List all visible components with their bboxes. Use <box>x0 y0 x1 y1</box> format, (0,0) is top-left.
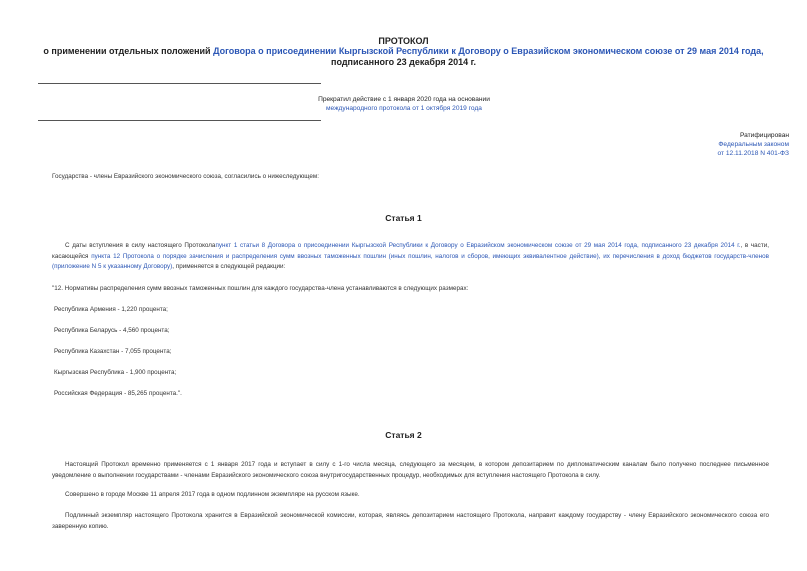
list-item: Республика Казахстан - 7,055 процента; <box>54 348 172 355</box>
divider-bottom <box>38 120 321 121</box>
article2-heading: Статья 2 <box>385 430 422 440</box>
federal-law-link[interactable]: Федеральным законом <box>718 141 789 148</box>
article1-paragraph <box>52 241 769 273</box>
protocol-item-link[interactable]: пункта 12 Протокола о порядке зачисления и распределения сумм ввозных таможенных пошлин (иных пошлин, налогов и сборов, имеющих эквивалентное действие), их перечисления в доход бюджетов государств-членов (приложение N 5 к указанному Договору) <box>52 252 769 270</box>
document-subtitle <box>0 46 807 68</box>
article2-paragraph-3: Подлинный экземпляр настоящего Протокола хранится в Евразийской экономической комиссии, которая, являясь депозитарием настоящего Протокола, направит каждому государству - члену Евразийского экономического союза его заверенную копию. <box>52 512 769 530</box>
article2-paragraph-2: Совершено в городе Москве 11 апреля 2017 года в одном подлинном экземпляре на русском языке. <box>65 491 360 498</box>
treaty-article-link[interactable]: пункт 1 статьи 8 Договора о присоединении Кыргызской Республики к Договору о Евразийском экономическом союзе от 29 мая 2014 года, подписанного 23 декабря 2014 г. <box>215 242 741 249</box>
treaty-link[interactable]: Договора о присоединении Кыргызской Республики к Договору о Евразийском экономическом союзе от 29 мая 2014 года, <box>213 46 764 56</box>
document-title: ПРОТОКОЛ <box>378 36 429 46</box>
divider-top <box>38 83 321 84</box>
article1-quote: "12. Нормативы распределения сумм ввозных таможенных пошлин для каждого государства-члена устанавливаются в следующих размерах: <box>52 285 469 292</box>
status-note-line1: Прекратил действие с 1 января 2020 года на основании <box>318 96 490 103</box>
subtitle-text: о применении отдельных положений <box>43 46 214 56</box>
status-note <box>306 95 502 113</box>
article1-text-c: , применяется в следующей редакции: <box>172 263 286 270</box>
international-protocol-link[interactable]: международного протокола от 1 октября 2019 года <box>326 105 482 112</box>
list-item: Кыргызская Республика - 1,900 процента; <box>54 369 177 376</box>
list-item: Республика Армения - 1,220 процента; <box>54 306 168 313</box>
article1-text-a: С даты вступления в силу настоящего Протокола <box>65 242 216 249</box>
article1-text-b: , в части, касающейся <box>52 242 769 260</box>
preamble: Государства - члены Евразийского экономического союза, согласились о нижеследующем: <box>52 173 319 180</box>
subtitle-date: подписанного 23 декабря 2014 г. <box>331 57 476 67</box>
article2-paragraph-1: Настоящий Протокол временно применяется с 1 января 2017 года и вступает в силу с 1-го числа месяца, следующего за месяцем, в котором депозитарием по дипломатическим каналам было получено последнее письменное уведомление о выполнении государствами - членами Евразийского экономического союза внутригосударственных процедур, необходимых для вступления настоящего Протокола в силу. <box>52 461 769 479</box>
ratification-block <box>589 131 789 158</box>
list-item: Российская Федерация - 85,265 процента.". <box>54 390 182 397</box>
federal-law-date-link[interactable]: от 12.11.2018 N 401-ФЗ <box>717 150 789 157</box>
ratification-label: Ратифицирован <box>739 132 789 139</box>
list-item: Республика Беларусь - 4,560 процента; <box>54 327 170 334</box>
article1-heading: Статья 1 <box>385 213 422 223</box>
